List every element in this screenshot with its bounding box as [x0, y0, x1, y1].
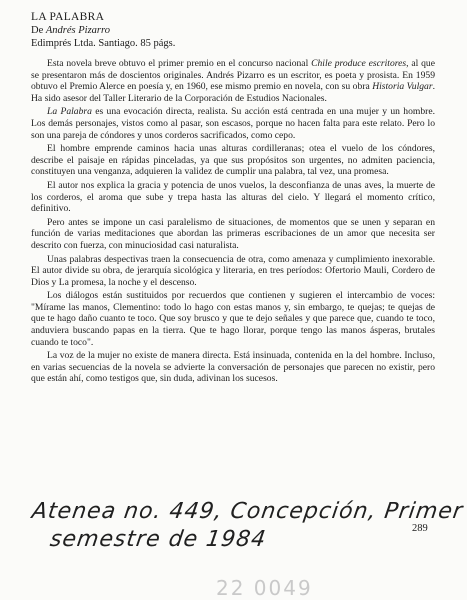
p1-contest-name: Chile produce escritores	[311, 58, 407, 69]
author-line	[31, 24, 435, 37]
p1-text-e: . Ha sido asesor del Taller Literario de la Corporación de Estudios Nacionales.	[31, 81, 435, 104]
p1-text-a: Esta novela breve obtuvo el primer premio en el concurso nacional	[47, 58, 312, 69]
book-title: LA PALABRA	[31, 11, 105, 23]
handwritten-line-2: semestre de 1984	[48, 527, 268, 552]
handwritten-citation	[26, 498, 465, 554]
paragraph-8: La voz de la mujer no existe de manera directa. Está insinuada, contenida en la del hombre. Incluso, en varias secuencias de la novela se advierte la conversación de personajes que parecen no existir, pero que están ahí, como testigos que, sin duda, adivinan los sucesos.	[31, 350, 435, 385]
p1-text-c: , al que se presentaron más de doscientos originales. Andrés Pizarro es un escritor, es poeta y prosista. En 1959 obtuvo el Premio Alerce en poesía y, en 1960, ese mismo premio en novela, con su obra	[31, 58, 435, 93]
p1-work-title: Historia Vulgar	[372, 81, 433, 93]
review-body	[31, 58, 435, 385]
archive-stamp: 22 0049	[216, 576, 313, 600]
paragraph-2	[31, 106, 435, 141]
p2-text: es una evocación directa, realista. Su acción está centrada en una mujer y un hombre. Los demás personajes, vistos como al pasar, son escasos, porque no hacen falta para este relato. Pero lo son una pareja de cóndores y unos corderos sacrificados, como cepo.	[31, 106, 435, 141]
paragraph-4: El autor nos explica la gracia y potencia de unos vuelos, la desconfianza de unas aves, la muerte de los corderos, el aroma que sube y trepa hasta las alturas del cielo. Y llegará el momento crítico, definitivo.	[31, 179, 435, 215]
publisher-imprint: Edimprés Ltda. Santiago. 85 págs.	[31, 38, 176, 49]
author-name: Andrés Pizarro	[45, 25, 110, 36]
page-number: 289	[412, 523, 428, 534]
paragraph-6: Unas palabras despectivas traen la consecuencia de otra, como amenaza y cumplimiento inexorable. El autor divide su obra, de jerarquía sicológica y literaria, en tres períodos: Ofertorio Mauli, Cordero de Dios y La promesa, la noche y el descenso.	[31, 253, 435, 288]
paragraph-5: Pero antes se impone un casi paralelismo de situaciones, de momentos que se unen y separan en función de varias meditaciones que abordan las primeras escribaciones de un amor que necesita ser descrito con fuerza, con minuciosidad casi naturalista.	[31, 216, 435, 251]
author-prefix: De	[31, 25, 44, 36]
p2-book-title: La Palabra	[47, 106, 92, 118]
review-page	[31, 10, 435, 387]
paragraph-3: El hombre emprende caminos hacia unas alturas cordilleranas; otea el vuelo de los cóndores, describe el paisaje en rápidas pinceladas, ya que sus propósitos son urgentes, no admiten paciencia, constituyen una venganza, adquieren la validez de cumplir una palabra, tal vez, una promesa.	[31, 143, 435, 178]
handwritten-line-1: Atenea no. 449, Concepción, Primer	[30, 499, 465, 524]
paragraph-1	[31, 58, 435, 104]
paragraph-7: Los diálogos están sustituidos por recuerdos que contienen y sugieren el intercambio de voces: "Mírame las manos, Clementino: todo lo hago con estas manos y, sin embargo, te quejas; te quejas de que te hago daño cuanto te toco. Que soy brusco y que te dejo señales y que parece que, cuando te toco, anduviera buscando papas en la tierra. Que te hago llorar, porque tengo las manos ásperas, brutales cuando te toco".	[31, 290, 435, 348]
